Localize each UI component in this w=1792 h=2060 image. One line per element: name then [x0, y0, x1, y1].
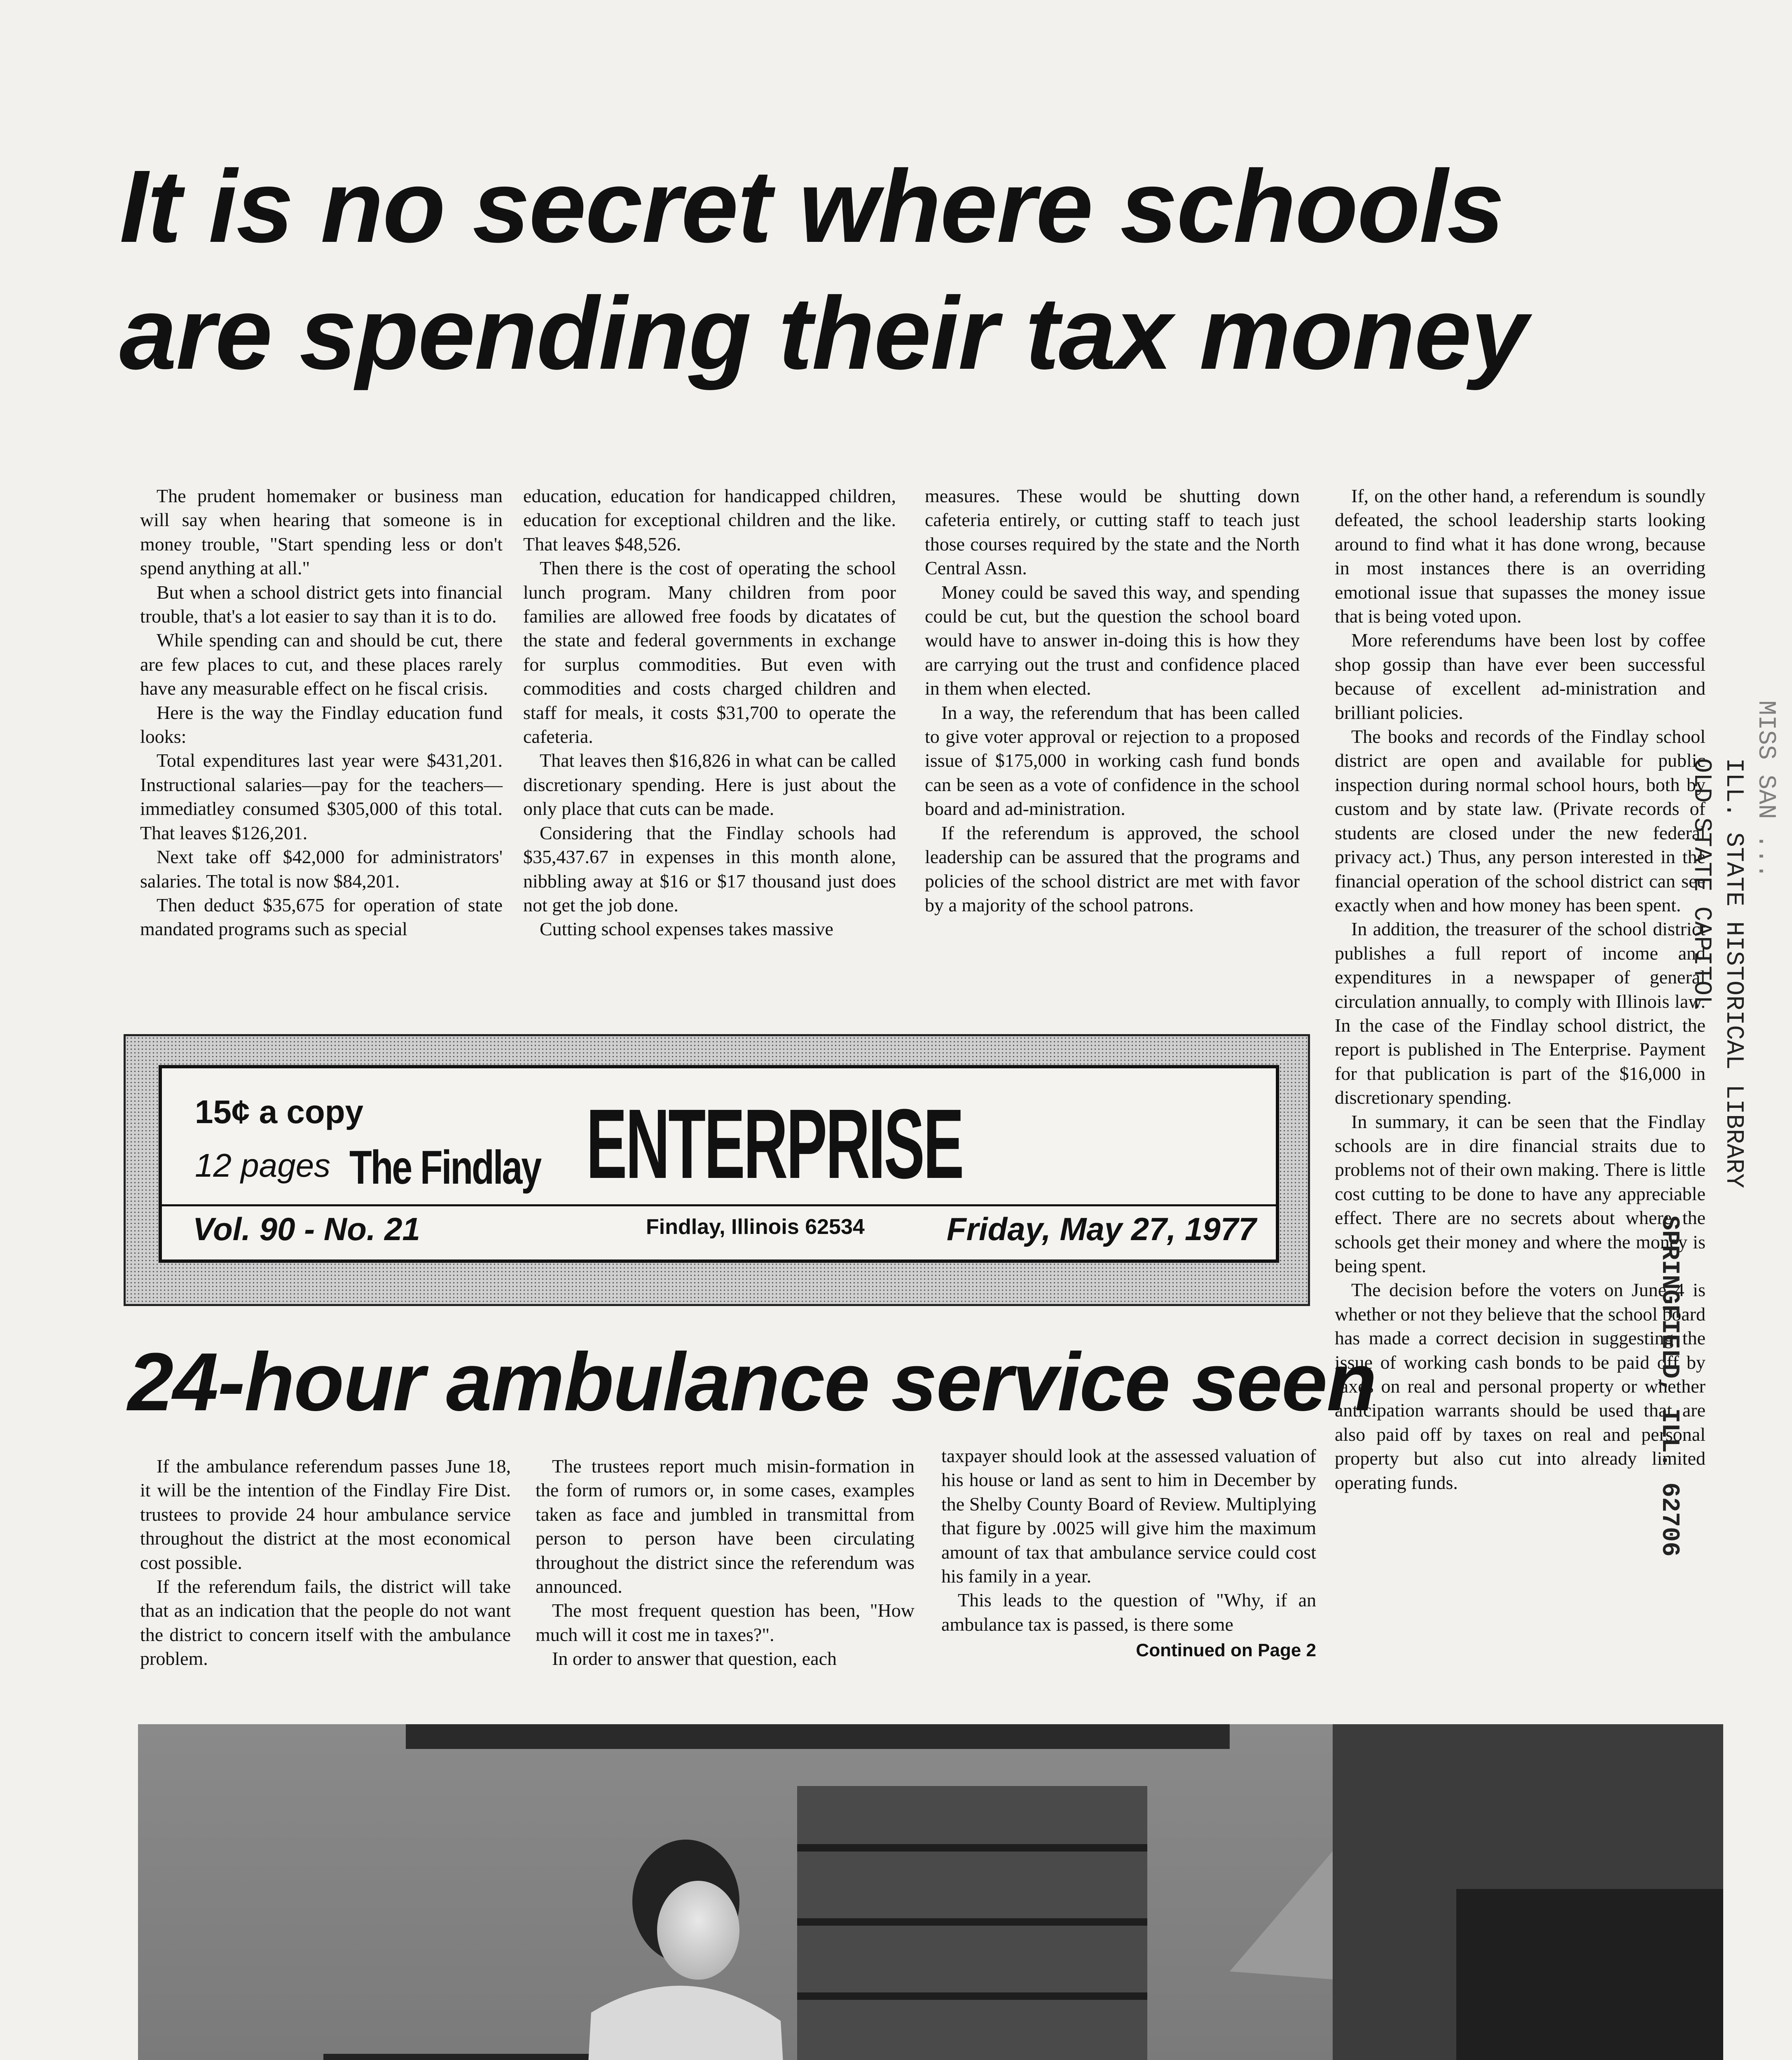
paragraph: In addition, the treasurer of the school district publishes a full report of income and expenditures in a newspaper of general circulation annually, to comply with Illinois law. In the case of the Findlay school district, the report is published in The Enterprise. Payment for that publication is part of the $16,000 in discretionary spending. [1335, 918, 1705, 1108]
masthead-rule [162, 1204, 1276, 1206]
paragraph: In summary, it can be seen that the Findlay schools are in dire financial straits due to problems not of their own making. There is little cost cutting to be done to have any appreciable effect. There are no secrets about where the schools get their money and where the money is being spent. [1335, 1111, 1705, 1276]
masthead-pages: 12 pages [195, 1147, 331, 1184]
paragraph: That leaves then $16,826 in what can be called discretionary spending. Here is just about the only place that cuts can be made. [523, 750, 896, 819]
paragraph: If the referendum fails, the district will take that as an indication that the people do not want the district to concern itself with the ambulance problem. [140, 1576, 511, 1669]
masthead-price: 15¢ a copy [195, 1093, 364, 1130]
masthead-location: Findlay, Illinois 62534 [646, 1215, 865, 1239]
ambulance-headline: 24-hour ambulance service seen [128, 1336, 1376, 1428]
schools-article-col-3 [925, 484, 1300, 917]
paragraph: But when a school district gets into financial trouble, that's a lot easier to say than it is to do. [140, 581, 503, 627]
paragraph: While spending can and should be cut, there are few places to cut, and these places rarely have any measurable effect on he fiscal crisis. [140, 630, 503, 699]
paragraph: In a way, the referendum that has been called to give voter approval or rejection to a proposed issue of $175,000 in working cash fund bonds can be seen as a vote of confidence in the school board and ad-ministration. [925, 702, 1300, 819]
paragraph: This leads to the question of "Why, if an ambulance tax is passed, is there some [941, 1589, 1316, 1635]
paragraph: More referendums have been lost by coffee shop gossip than have ever been successful because of excellent ad-ministration and brilliant policies. [1335, 630, 1705, 723]
paragraph: Then there is the cost of operating the school lunch program. Many children from poor families are allowed free foods by dicatates of the state and federal governments in exchange for surplus commodities. But even with commodities and costs charged children and staff for meals, it costs $31,700 to operate the cafeteria. [523, 557, 896, 747]
paragraph: The most frequent question has been, "How much will it cost me in taxes?". [536, 1600, 915, 1645]
paragraph: Money could be saved this way, and spending could be cut, but the question the school board would have to answer in-doing this is how they are carrying out the trust and confidence placed in them when elected. [925, 581, 1300, 699]
paragraph: The prudent homemaker or business man will say when hearing that someone is in money trouble, "Start spending less or don't spend anything at all." [140, 485, 503, 579]
paragraph: The trustees report much misin-formation in the form of rumors or, in some cases, examples taken as face and jumbled in transmittal from person to person have been circulating throughout the district since the referendum was announced. [536, 1456, 915, 1597]
masthead-date: Friday, May 27, 1977 [947, 1211, 1256, 1247]
continued-note: Continued on Page 2 [1136, 1640, 1316, 1661]
ambulance-article-col-2 [536, 1454, 915, 1671]
paragraph: The decision before the voters on June 4 is whether or not they believe that the school board has made a correct decision in suggesting the issue of working cash bonds to be paid off by taxes on real and personal property or whether anticipation warrants should be used that are also paid off by taxes on real and personal property but also cut into already limited operating funds. [1335, 1279, 1705, 1493]
main-headline-line2: are spending their tax money [119, 275, 1528, 391]
paragraph: taxpayer should look at the assessed valuation of his house or land as sent to him in December by the Shelby County Board of Review. Multiplying that figure by .0025 will give him the maximum amount of tax that ambulance service could cost his family in a year. [941, 1445, 1316, 1587]
address-stamp-line2: ILL. STATE HISTORICAL LIBRARY [1719, 758, 1748, 1189]
main-headline-line1: It is no secret where schools [119, 149, 1504, 264]
paragraph: In order to answer that question, each [552, 1648, 837, 1669]
address-stamp-line3: OLD STATE CAPITOL [1687, 758, 1715, 1011]
paragraph: Total expenditures last year were $431,201. Instructional salaries—pay for the teachers—immediatley consumed $305,000 of this total. That leaves $126,201. [140, 750, 503, 843]
paragraph: If, on the other hand, a referendum is soundly defeated, the school leadership starts looking around to find what it has done wrong, because in most instances there is an overriding emotional issue that supasses the money issue that is being voted upon. [1335, 485, 1705, 627]
schools-article-col-2 [523, 484, 896, 941]
paragraph: Considering that the Findlay schools had $35,437.67 in expenses in this month alone, nibbling away at $16 or $17 thousand just does not get the job done. [523, 822, 896, 915]
main-headline [119, 149, 1726, 391]
paragraph: Next take off $42,000 for administrators' salaries. The total is now $84,201. [140, 846, 503, 892]
paragraph: Then deduct $35,675 for operation of state mandated programs such as special [140, 894, 503, 940]
schools-article-col-1 [140, 484, 503, 941]
paragraph: measures. These would be shutting down cafeteria entirely, or cutting staff to teach just those courses required by the state and the North Central Assn. [925, 485, 1300, 579]
masthead-volume: Vol. 90 - No. 21 [193, 1211, 420, 1247]
address-stamp-line1: MISS SAN ... [1752, 700, 1780, 879]
newspaper-plant-photo [138, 1724, 1723, 2060]
paragraph: Here is the way the Findlay education fund looks: [140, 702, 503, 747]
paragraph: education, education for handicapped children, education for exceptional children and the like. That leaves $48,526. [523, 485, 896, 555]
address-stamp-line4: SPRINGFIELD, ILL. 62706 [1655, 1215, 1683, 1557]
masthead-name-prefix: The Findlay [349, 1141, 541, 1194]
paragraph: If the referendum is approved, the school leadership can be assured that the programs and policies of the school district are met with favor by a majority of the school patrons. [925, 822, 1300, 915]
paragraph: If the ambulance referendum passes June 18, it will be the intention of the Findlay Fire Dist. trustees to provide 24 hour ambulance service throughout the district at the most economical cost possible. [140, 1456, 511, 1573]
paragraph: The books and records of the Findlay school district are open and available for public inspection during normal school hours, both by custom and by state law. (Private records of students are closed under the new federal privacy act.) Thus, any person interested in the financial operation of the school district can see exactly when and how money has been spent. [1335, 726, 1705, 915]
paragraph: Cutting school expenses takes massive [540, 918, 833, 940]
masthead [124, 1034, 1310, 1306]
masthead-box [159, 1065, 1279, 1263]
masthead-title: ENTERPRISE [586, 1089, 963, 1199]
ambulance-article-col-3 [941, 1444, 1316, 1662]
ambulance-article-col-1 [140, 1454, 511, 1671]
schools-article-col-4 [1335, 484, 1705, 1495]
